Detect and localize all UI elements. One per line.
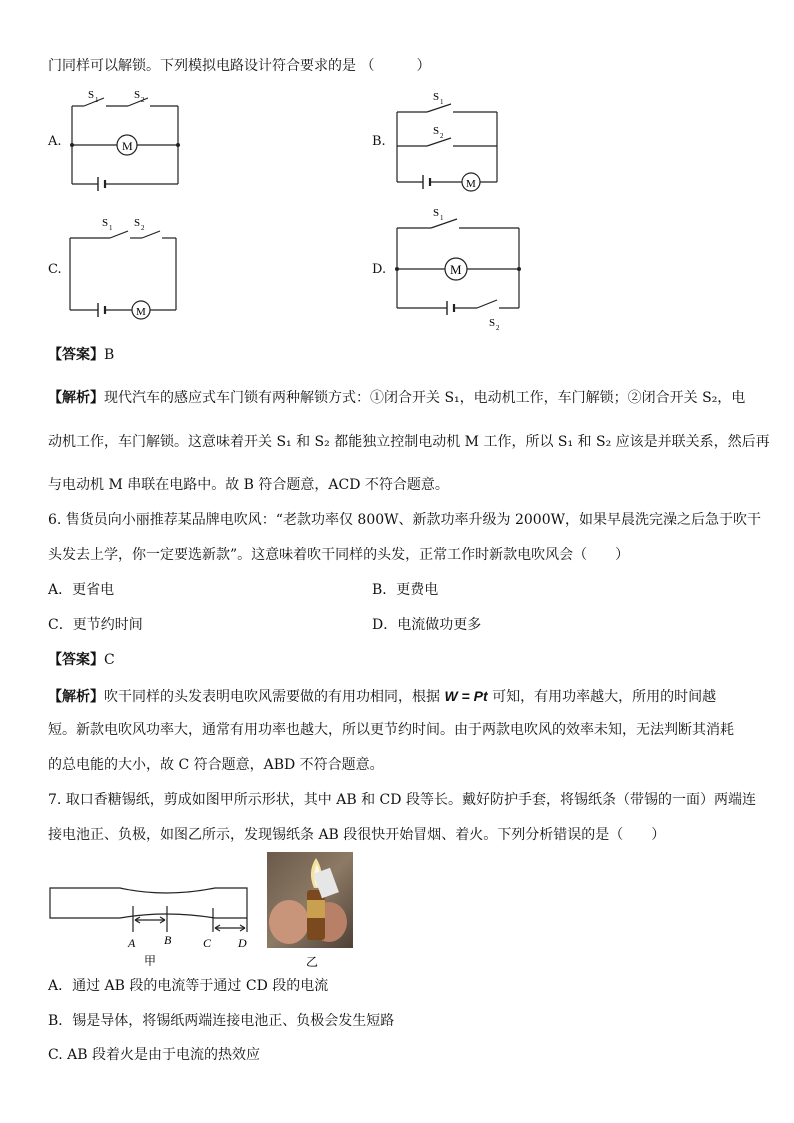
switch-s1-sub: 1 (440, 214, 444, 222)
q7-stem-line1: 7. 取口香糖锡纸，剪成如图甲所示形状，其中 AB 和 CD 段等长。戴好防护手套，将锡纸条（带锡的一面）两端连 (48, 792, 756, 808)
figure-yi-caption: 乙 (306, 955, 319, 969)
q6-option-b: B．更费电 (372, 582, 439, 598)
figure-jia-tinfoil (45, 866, 260, 966)
switch-s2-sub: 2 (141, 224, 145, 232)
motor-label: M (450, 262, 462, 277)
q5-answer (48, 345, 114, 365)
q6-option-c: C．更节约时间 (48, 617, 143, 633)
figure-yi-photo (267, 852, 355, 970)
switch-s2-label: S (433, 125, 440, 137)
switch-s2-sub: 2 (496, 324, 500, 332)
switch-s1-label: S (433, 207, 440, 219)
switch-s2-label: S (134, 217, 141, 229)
point-a-label: A (128, 936, 136, 950)
q5-analysis-line1 (48, 388, 745, 408)
switch-s1-sub: 1 (440, 98, 444, 106)
q7-stem-line2: 接电池正、负极，如图乙所示，发现锡纸条 AB 段很快开始冒烟、着火。下列分析错误的是（ ） (48, 827, 666, 843)
option-c-label: C. (48, 262, 62, 277)
option-d-label: D. (372, 262, 387, 277)
figure-jia-caption: 甲 (144, 954, 157, 966)
point-b-label: B (164, 933, 172, 947)
q5-analysis-line2: 动机工作，车门解锁。这意味着开关 S₁ 和 S₂ 都能独立控制电动机 M 工作，所以 S₁ 和 S₂ 应该是并联关系，然后再 (48, 434, 770, 450)
option-b-label: B. (372, 134, 386, 149)
analysis-text: 现代汽车的感应式车门锁有两种解锁方式：①闭合开关 S₁，电动机工作，车门解锁；②闭合开关 S₂，电 (104, 390, 746, 406)
q5-analysis-line3: 与电动机 M 串联在电路中。故 B 符合题意，ACD 不符合题意。 (48, 477, 449, 493)
switch-s1-label: S (433, 91, 440, 103)
switch-s1-label: S (88, 89, 95, 101)
q6-stem-line2: 头发去上学，你一定要选新款”。这意味着吹干同样的头发，正常工作时新款电吹风会（ ） (48, 547, 630, 563)
q7-option-a: A．通过 AB 段的电流等于通过 CD 段的电流 (48, 978, 329, 994)
circuit-b-diagram (385, 84, 515, 194)
answer-tag: 【答案】 (48, 347, 104, 363)
point-d-label: D (238, 936, 247, 950)
q6-option-a: A．更省电 (48, 582, 115, 598)
circuit-c-diagram (60, 210, 190, 320)
analysis-text: 吹干同样的头发表明电吹风需要做的有用功相同，根据 (104, 689, 440, 705)
q7-option-c: C. AB 段着火是由于电流的热效应 (48, 1047, 260, 1063)
circuit-a-diagram (60, 84, 190, 194)
switch-s1-sub: 1 (95, 96, 99, 104)
q6-analysis-line2: 短。新款电吹风功率大，通常有用功率也越大，所以更节约时间。由于两款电吹风的效率未知，无法判断其消耗 (48, 722, 734, 738)
answer-tag: 【答案】 (48, 652, 104, 668)
motor-label: M (122, 139, 133, 153)
switch-s2-label: S (134, 89, 141, 101)
circuit-d-diagram (385, 200, 525, 335)
power-formula: W = Pt (444, 688, 488, 704)
point-c-label: C (203, 936, 212, 950)
option-a-label: A. (48, 134, 62, 149)
answer-value: B (104, 347, 115, 363)
analysis-text: 可知，有用功率越大，所用的时间越 (492, 689, 717, 705)
analysis-tag: 【解析】 (48, 689, 104, 705)
q6-analysis-line1 (48, 686, 716, 707)
switch-s2-sub: 2 (440, 132, 444, 140)
motor-label: M (466, 178, 476, 190)
q5-stem-tail: 门同样可以解锁。下列模拟电路设计符合要求的是 （ ） (48, 58, 431, 74)
q6-analysis-line3: 的总电能的大小，故 C 符合题意，ABD 不符合题意。 (48, 757, 384, 773)
q6-option-d: D．电流做功更多 (372, 617, 482, 633)
q6-stem-line1: 6. 售货员向小丽推荐某品牌电吹风：“老款功率仅 800W、新款功率升级为 2000W，如果早晨洗完澡之后急于吹干 (48, 512, 761, 528)
switch-s1-sub: 1 (109, 224, 113, 232)
switch-s2-label: S (489, 317, 496, 329)
motor-label: M (136, 306, 146, 318)
analysis-tag: 【解析】 (48, 390, 104, 406)
q6-answer (48, 650, 115, 670)
q7-option-b: B．锡是导体，将锡纸两端连接电池正、负极会发生短路 (48, 1013, 395, 1029)
switch-s1-label: S (102, 217, 109, 229)
switch-s2-sub: 2 (141, 96, 145, 104)
answer-value: C (104, 652, 115, 668)
